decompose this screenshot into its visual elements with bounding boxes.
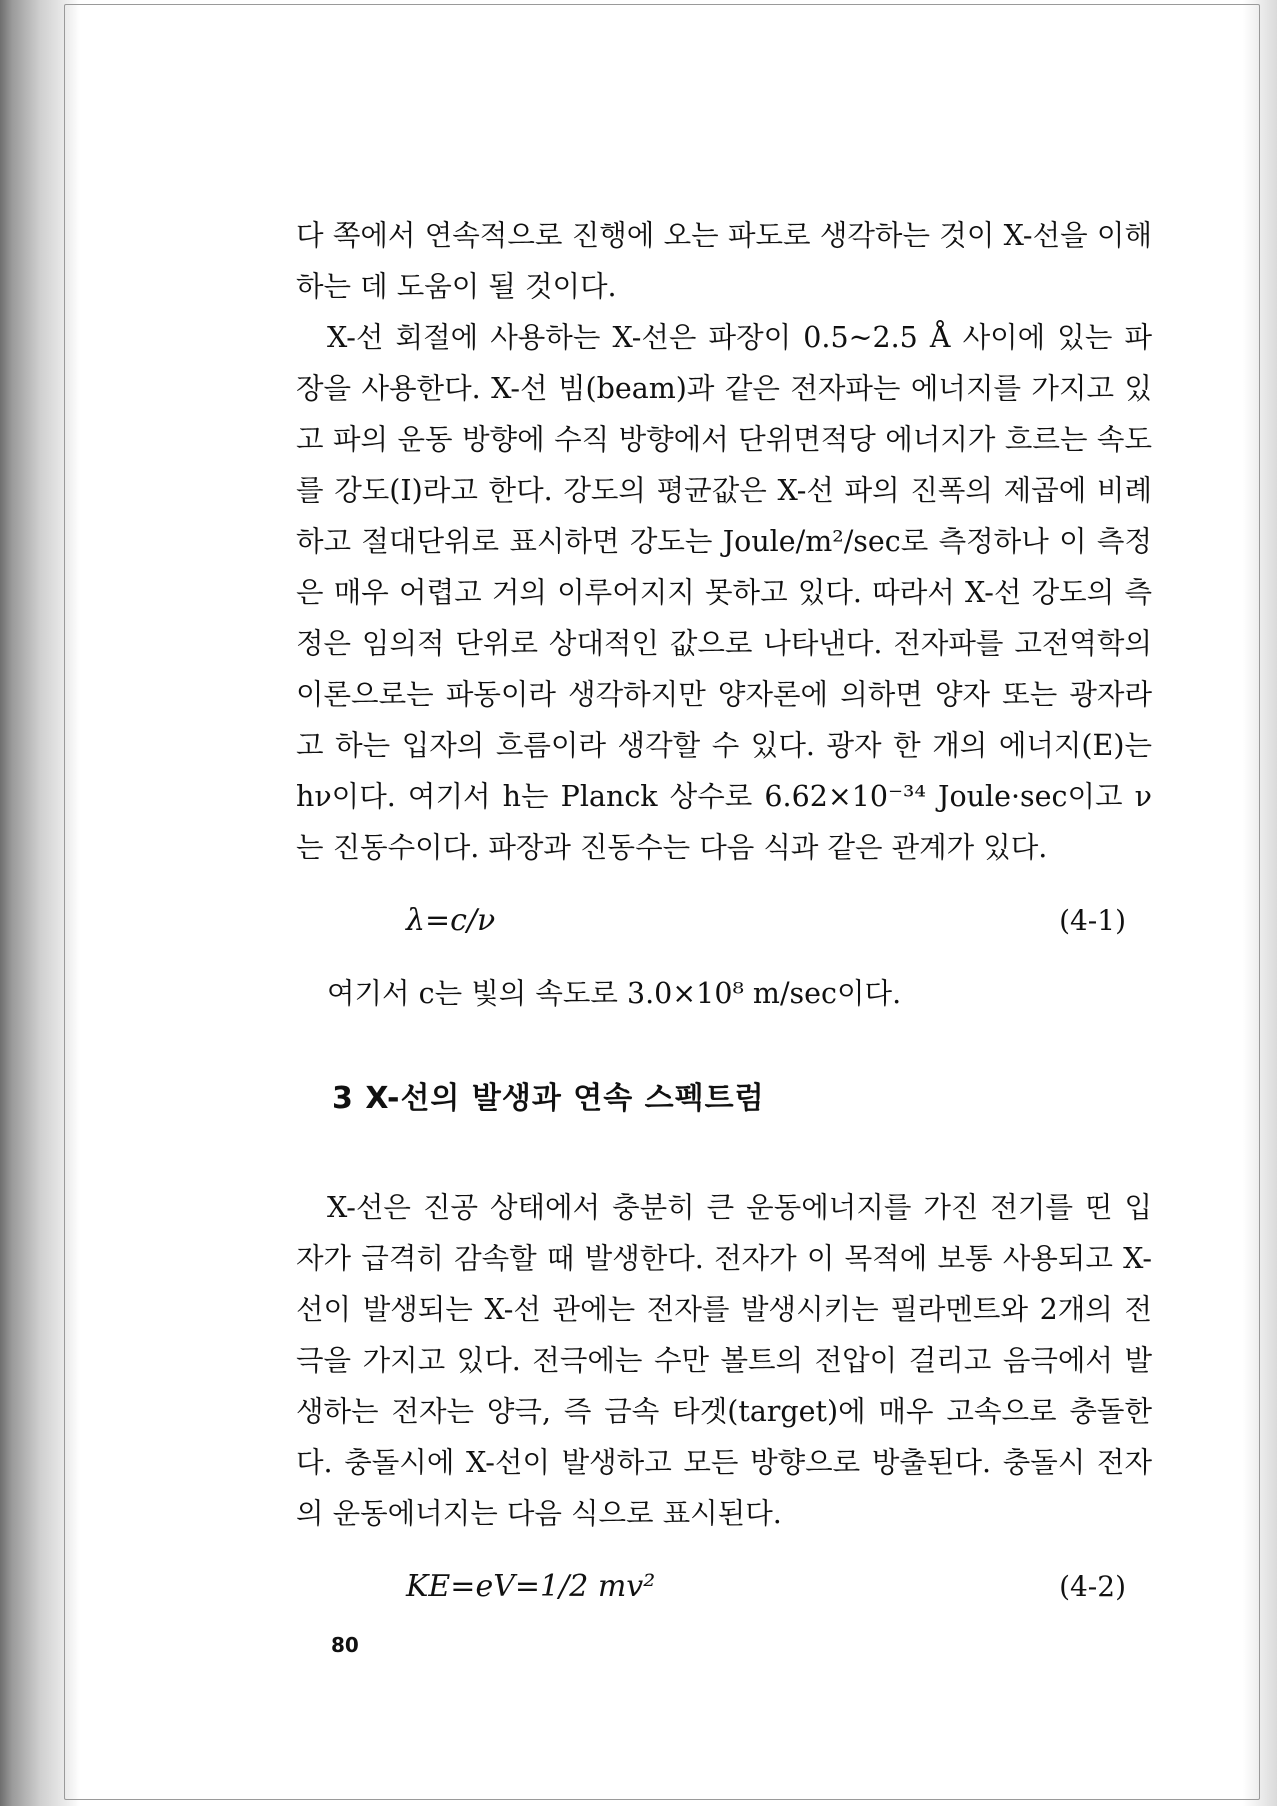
paragraph-light-speed: 여기서 c는 빛의 속도로 3.0×10⁸ m/sec이다. — [327, 977, 902, 1010]
page-content — [296, 210, 1152, 1634]
equation-body: KE=eV=1/2 mv² — [406, 1569, 656, 1604]
equation-number: (4-2) — [1059, 1570, 1126, 1603]
paragraph-xray-intensity: X-선 회절에 사용하는 X-선은 파장이 0.5~2.5 Å 사이에 있는 파장을 사용한다. X-선 빔(beam)과 같은 전자파는 에너지를 가지고 있고 파의 운동 방향에 수직 방향에서 단위면적당 에너지가 흐르는 속도를 강도(I)라고 한다. 강도의 평균값은 X-선 파의 진폭의 제곱에 비례하고 절대단위로 표시하면 강도는 Joule/m²/sec로 측정하나 이 측정은 매우 어렵고 거의 이루어지지 못하고 있다. 따라서 X-선 강도의 측정은 임의적 단위로 상대적인 값으로 나타낸다. 전자파를 고전역학의 이론으로는 파동이라 생각하지만 양자론에 의하면 양자 또는 광자라고 하는 입자의 흐름이라 생각할 수 있다. 광자 한 개의 에너지(E)는 hν이다. 여기서 h는 Planck 상수로 6.62×10⁻³⁴ Joule·sec이고 ν는 진동수이다. 파장과 진동수는 다음 식과 같은 관계가 있다. — [296, 321, 1152, 864]
paragraph-xray-generation: X-선은 진공 상태에서 충분히 큰 운동에너지를 가진 전기를 띤 입자가 급격히 감속할 때 발생한다. 전자가 이 목적에 보통 사용되고 X-선이 발생되는 X-선 관에는 전자를 발생시키는 필라멘트와 2개의 전극을 가지고 있다. 전극에는 수만 볼트의 전압이 걸리고 음극에서 발생하는 전자는 양극, 즉 금속 타겟(target)에 매우 고속으로 충돌한다. 충돌시에 X-선이 발생하고 모든 방향으로 방출된다. 충돌시 전자의 운동에너지는 다음 식으로 표시된다. — [296, 1191, 1152, 1530]
equation-4-1 — [296, 895, 1152, 946]
equation-4-2 — [296, 1561, 1152, 1612]
page-number: 80 — [331, 1633, 359, 1657]
equation-number: (4-1) — [1059, 904, 1126, 937]
section-heading: 3 X-선의 발생과 연속 스펙트럼 — [332, 1081, 765, 1116]
paragraph-continuation: 다 쪽에서 연속적으로 진행에 오는 파도로 생각하는 것이 X-선을 이해하는 데 도움이 될 것이다. — [296, 219, 1152, 303]
equation-body: λ=c/ν — [406, 903, 496, 938]
